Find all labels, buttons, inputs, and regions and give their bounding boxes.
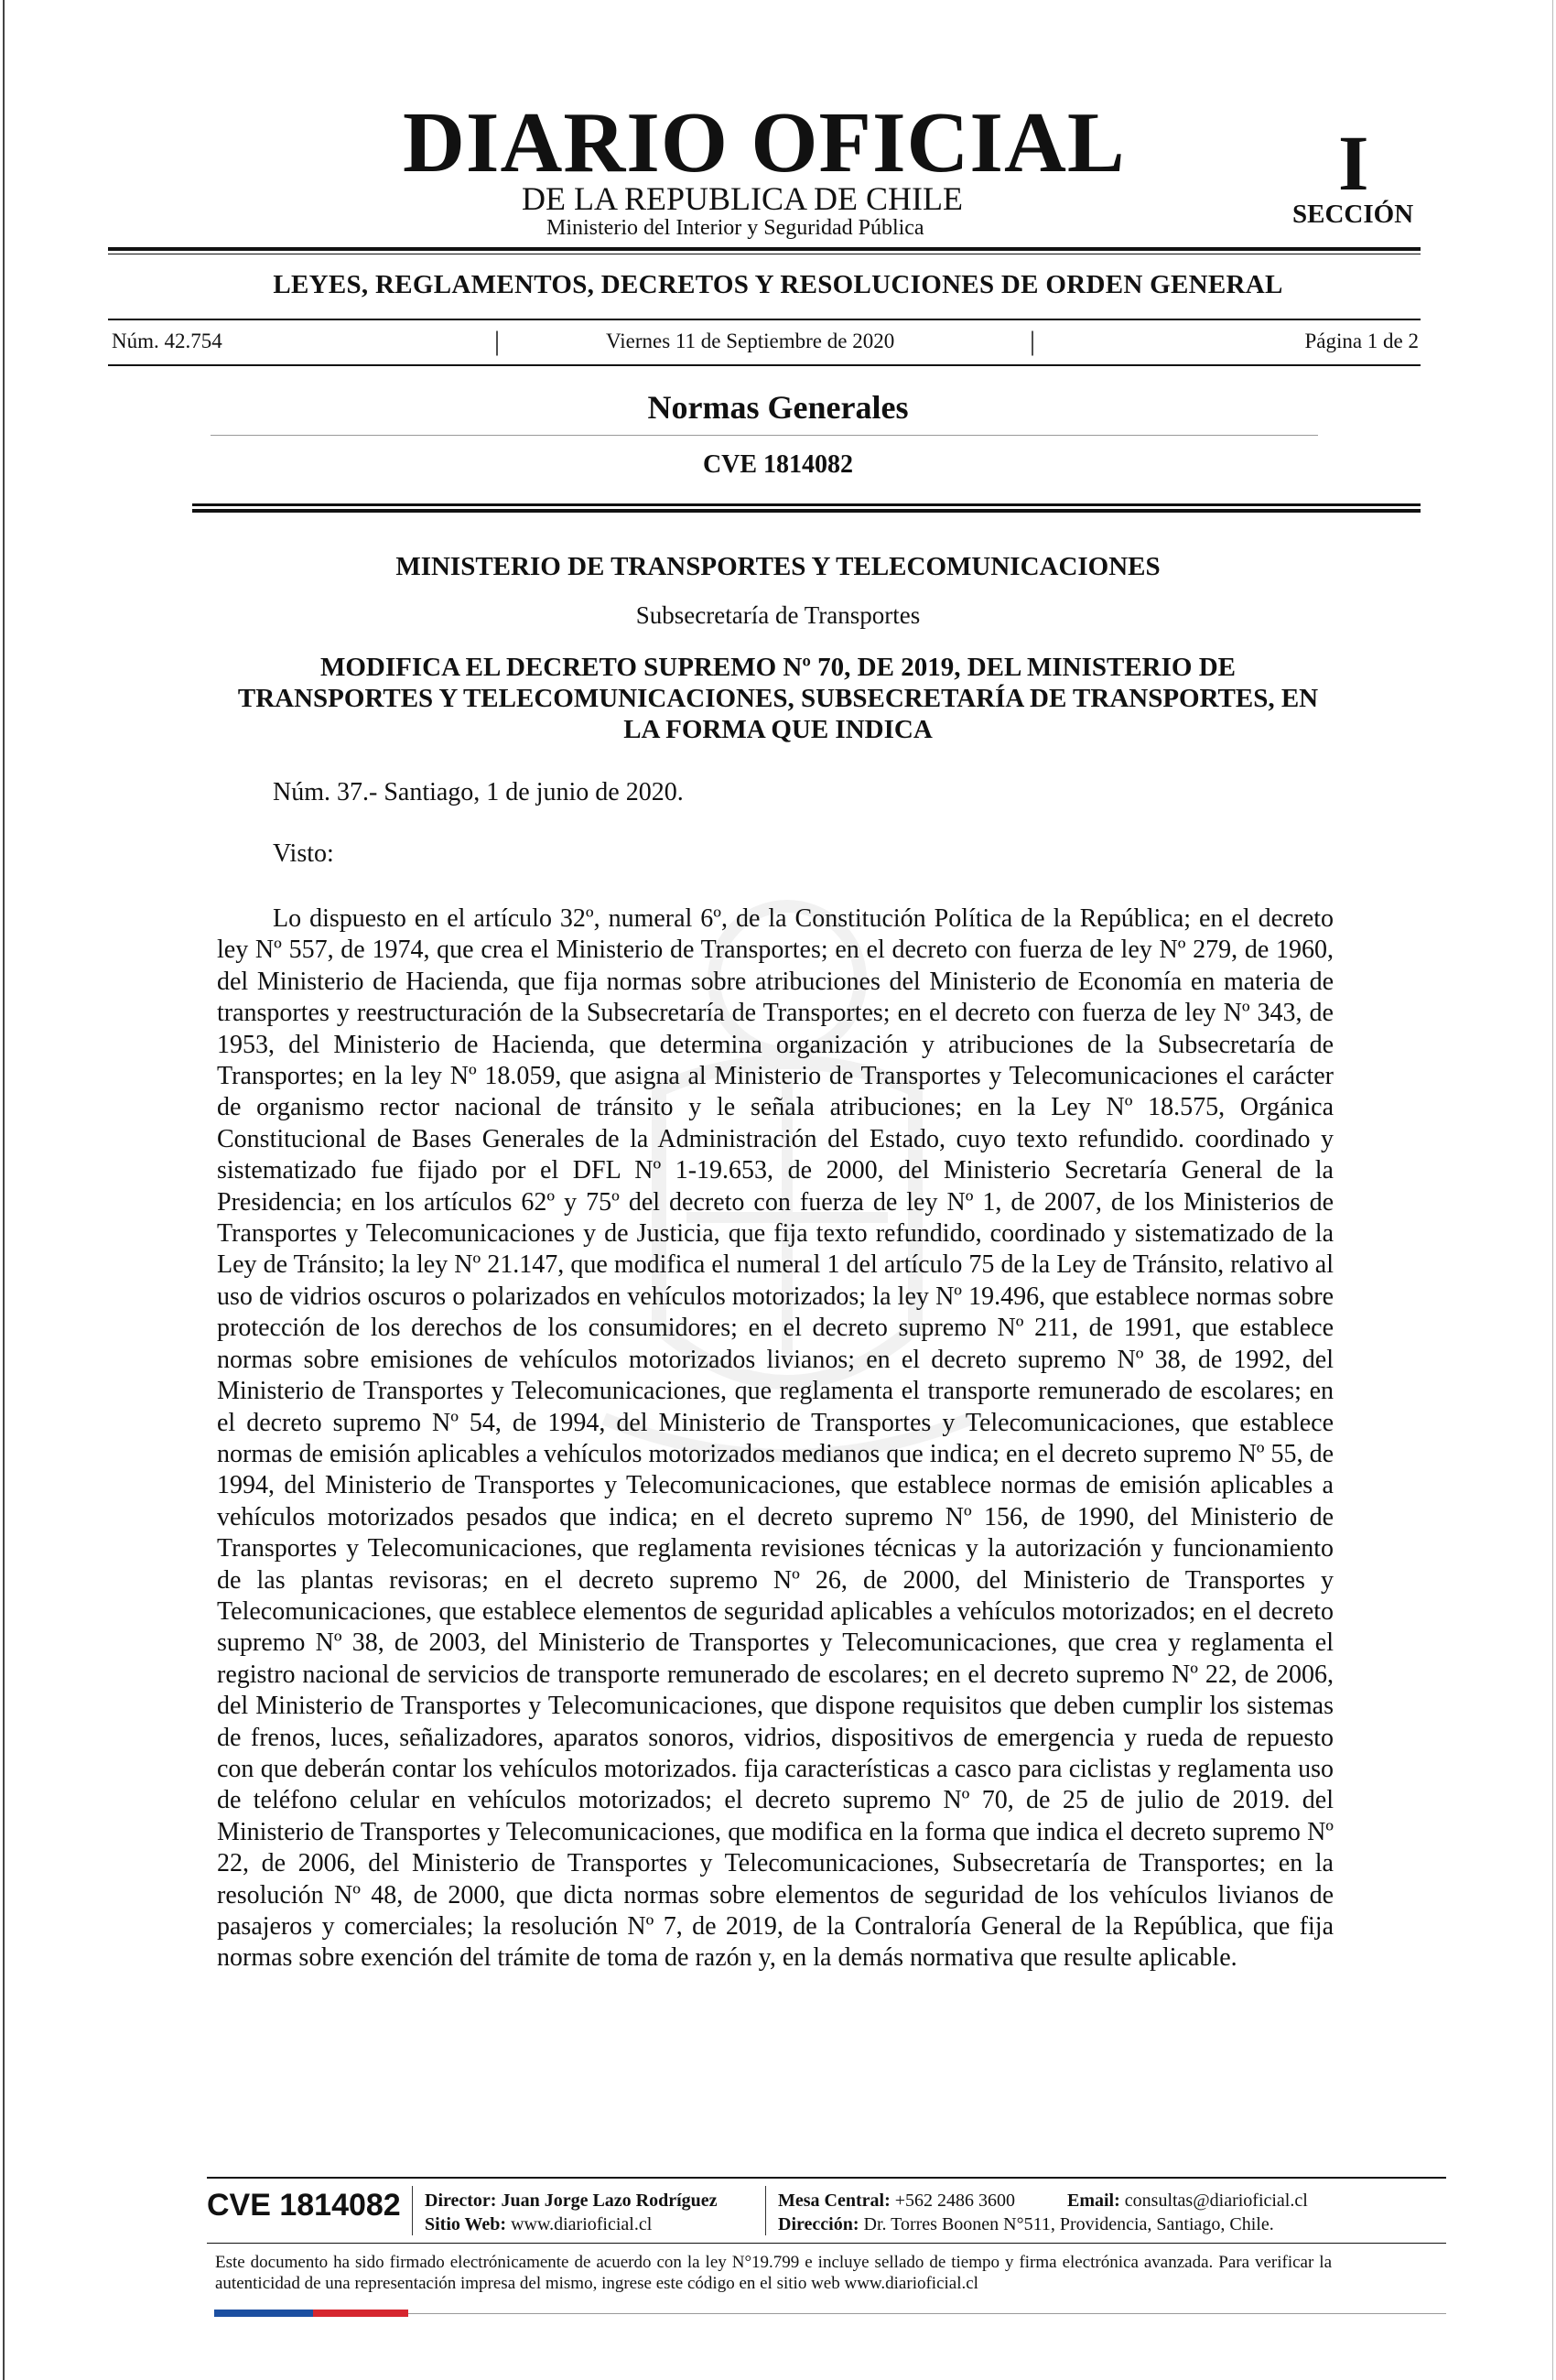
address-value: Dr. Torres Boonen N°511, Providencia, Santiago, Chile. (863, 2214, 1274, 2234)
flag-stripe-red (313, 2310, 408, 2317)
issue-number: Núm. 42.754 (112, 330, 222, 352)
document-subsecretaria: Subsecretaría de Transportes (635, 601, 921, 629)
masthead-title: DIARIO OFICIAL (403, 95, 1126, 190)
phone-value: +562 2486 3600 (894, 2191, 1016, 2211)
cve-rule-2 (192, 509, 1421, 513)
site-link[interactable]: www.diarioficial.cl (511, 2214, 653, 2234)
document-ministry: MINISTERIO DE TRANSPORTES Y TELECOMUNICACIONES (395, 552, 1161, 581)
section-number: I (1338, 119, 1369, 207)
footer-email (1067, 2191, 1308, 2212)
footer-director (425, 2191, 718, 2212)
section-heading-rule (211, 435, 1318, 436)
page-edge-left (3, 0, 5, 2380)
footer-rule-top (207, 2177, 1446, 2179)
footer-separator (765, 2186, 766, 2235)
email-label: Email: (1067, 2191, 1120, 2211)
cve-rule-1 (192, 503, 1421, 506)
cve-code: CVE 1814082 (702, 450, 854, 479)
footer-separator (412, 2186, 413, 2235)
decree-body: Lo dispuesto en el artículo 32º, numeral 6º, de la Constitución Política de la República; en el decreto ley Nº 557, de 1974, que crea el Ministerio de Transportes; en el decreto con fuerza de ley Nº 279, de 1960, del Ministerio de Hacienda, que fija normas sobre atribuciones del Ministerio de Economía en materia de transportes y reestructuración de la Subsecretaría de Transportes; en el decreto con fuerza de ley Nº 343, de 1953, del Ministerio de Hacienda, que determina organización y atribuciones de la Subsecretaría de Transportes; en la ley Nº 18.059, que asigna al Ministerio de Transportes y Telecomunicaciones el carácter de organismo rector nacional de tránsito y le señala atribuciones; en la Ley Nº 18.575, Orgánica Constitucional de Bases Generales de la Administración del Estado, cuyo texto refundido. coordinado y sistematizado fue fijado por el DFL Nº 1-19.653, de 2000, del Ministerio Secretaría General de la Presidencia; en los artículos 62º y 75º del decreto con fuerza de ley Nº 1, de 2007, de los Ministerios de Transportes y Telecomunicaciones y de Justicia, que fija texto refundido, coordinado y sistematizado de la Ley de Tránsito; la ley Nº 21.147, que modifica el numeral 1 del artículo 75 de la Ley de Tránsito, relativo al uso de vidrios oscuros o polarizados en vehículos motorizados; la ley Nº 19.496, que establece normas sobre protección de los derechos de los consumidores; en el decreto supremo Nº 211, de 1991, que establece normas sobre emisiones de vehículos motorizados livianos; en el decreto supremo Nº 38, de 1992, del Ministerio de Transportes y Telecomunicaciones, que reglamenta el transporte remunerado de escolares; en el decreto supremo Nº 54, de 1994, del Ministerio de Transportes y Telecomunicaciones, que establece normas de emisión aplicables a vehículos motorizados medianos que indica; en el decreto supremo Nº 55, de 1994, del Ministerio de Transportes y Telecomunicaciones, que establece normas de emisión aplicables a vehículos motorizados pesados que indica; en el decreto supremo Nº 156, de 1990, del Ministerio de Transportes y Telecomunicaciones, que reglamenta revisiones técnicas y la autorización y funcionamiento de las plantas revisoras; en el decreto supremo Nº 26, de 2000, del Ministerio de Transportes y Telecomunicaciones, que establece elementos de seguridad aplicables a vehículos motorizados; en el decreto supremo Nº 38, de 2003, del Ministerio de Transportes y Telecomunicaciones, que crea y reglamenta el registro nacional de servicios de transporte remunerado de escolares; en el decreto supremo Nº 22, de 2006, del Ministerio de Transportes y Telecomunicaciones, que dispone requisitos que deben cumplir los sistemas de frenos, luces, señalizadores, aparatos sonoros, vidrios, dispositivos de emergencia y rueda de repuesto con que deberán contar los vehículos motorizados. fija características a casco para ciclistas y reglamenta uso de teléfono celular en vehículos motorizados; el decreto supremo Nº 70, de 25 de julio de 2019. del Ministerio de Transportes y Telecomunicaciones, que modifica en la forma que indica el decreto supremo Nº 22, de 2006, del Ministerio de Transportes y Telecomunicaciones, Subsecretaría de Transportes; en la resolución Nº 48, de 2000, que dicta normas sobre elementos de seguridad de los vehículos livianos de pasajeros y comerciales; la resolución Nº 7, de 2019, de la Contraloría General de la República, que fija normas sobre exención del trámite de toma de razón y, en la demás normativa que resulte aplicable. (217, 904, 1334, 1973)
phone-label: Mesa Central: (778, 2191, 891, 2211)
issue-rule (108, 364, 1421, 366)
email-link[interactable]: consultas@diarioficial.cl (1124, 2191, 1308, 2211)
footer-phone (778, 2191, 1015, 2212)
footer-legal-notice: Este documento ha sido firmado electrónicamente de acuerdo con la ley N°19.799 e incluye sellado de tiempo y firma electrónica avanzada. Para verificar la autenticidad de una representación impresa del mismo, ingrese este código en el sitio web www.diarioficial.cl (215, 2253, 1332, 2293)
issue-separator: | (494, 326, 501, 356)
footer-address (778, 2214, 1274, 2235)
masthead-subtitle: DE LA REPUBLICA DE CHILE (522, 180, 963, 217)
issue-date: Viernes 11 de Septiembre de 2020 (606, 330, 895, 352)
footer-rule-mid (207, 2243, 1446, 2244)
masthead-rule-top (108, 247, 1421, 251)
flag-stripe-blue (214, 2310, 313, 2317)
site-label: Sitio Web: (425, 2214, 507, 2234)
banner-rule (108, 319, 1421, 320)
decree-title: MODIFICA EL DECRETO SUPREMO Nº 70, DE 2019, DEL MINISTERIO DE TRANSPORTES Y TELECOMUNICACIONES, SUBSECRETARÍA DE TRANSPORTES, EN LA FORMA QUE INDICA (237, 653, 1319, 744)
visto-label: Visto: (273, 839, 334, 868)
address-label: Dirección: (778, 2214, 859, 2234)
issue-separator: | (1030, 326, 1036, 356)
page-edge-right (1552, 0, 1553, 2380)
masthead-ministry: Ministerio del Interior y Seguridad Pública (546, 216, 924, 240)
director-label: Director: (425, 2191, 497, 2211)
footer-rule-bottom (408, 2313, 1446, 2314)
decree-number-line: Núm. 37.- Santiago, 1 de junio de 2020. (273, 778, 684, 806)
publication-banner: LEYES, REGLAMENTOS, DECRETOS Y RESOLUCIONES DE ORDEN GENERAL (273, 270, 1283, 299)
footer-site (425, 2214, 652, 2235)
section-heading: Normas Generales (647, 389, 909, 426)
issue-page: Página 1 de 2 (1304, 330, 1419, 352)
director-name: Juan Jorge Lazo Rodríguez (501, 2191, 718, 2211)
section-label: SECCIÓN (1292, 200, 1414, 229)
footer-cve-code: CVE 1814082 (207, 2188, 401, 2223)
